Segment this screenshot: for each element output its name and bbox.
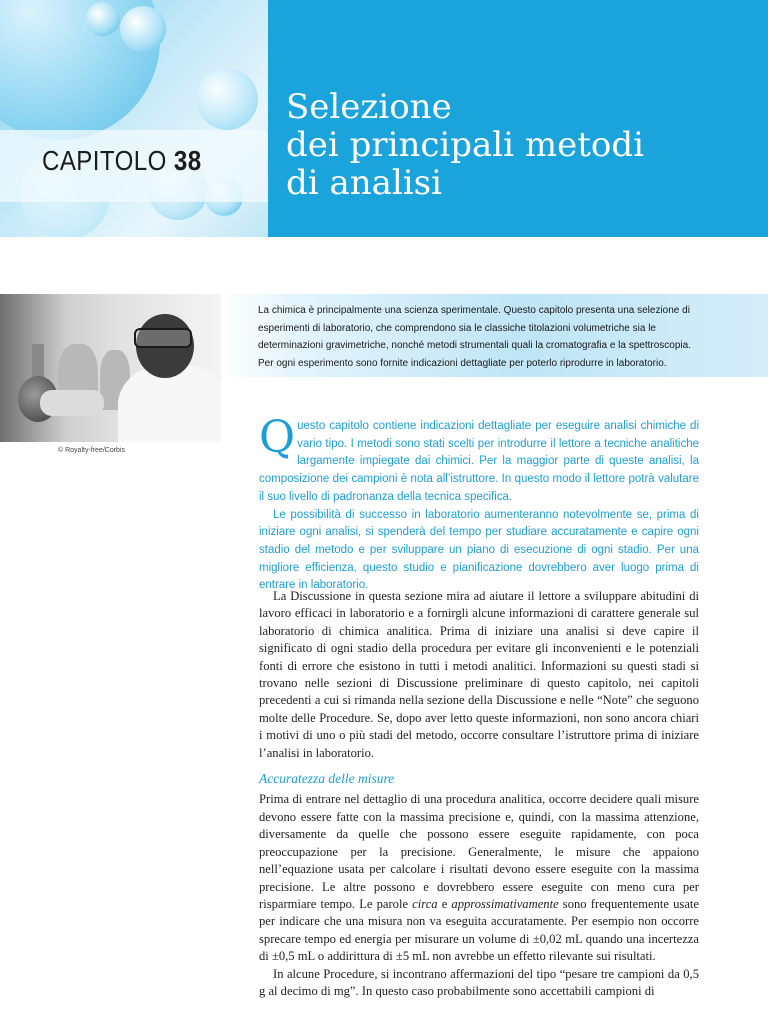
scientist-photo — [0, 294, 221, 442]
flask-neck-shape — [32, 344, 44, 380]
bubble-graphic — [86, 2, 120, 36]
section-heading: Accuratezza delle misure — [259, 771, 395, 787]
body-text-run: Prima di entrare nel dettaglio di una procedura analitica, occorre decidere quali misure devono essere fatte con la massima precisione e, quindi, con la massima attenzione, diversamente da quelle che possono essere eseguite rapidamente, con poca preoccupazione per la precisione. Generalmente, le misure che appaiono nell’equazione usata per calcolare i risultati devono essere eseguite con la massima precisione. Le altre possono e dovrebbero essere eseguite con meno cura per risparmiare tempo. Le parole — [259, 792, 699, 911]
body-paragraph: La Discussione in questa sezione mira ad aiutare il lettore a sviluppare abitudini di lavoro efficaci in laboratorio e a fornirgli alcune informazioni di carattere generale sul laboratorio di chimica analitica. Prima di iniziare una analisi si deve capire il significato di ogni stadio della procedura per evitare gli inconvenienti e le potenziali fonti di errore che esistono in tutti i metodi analitici. Informazioni su questi stadi si trovano nelle sezioni di Discussione preliminare di questo capitolo, nei capitoli precedenti a cui si rimanda nella sezione della Discussione e nelle “Note” che seguono molte delle Procedure. Se, dopo aver letto queste informazioni, non sono ancora chiari i motivi di uno o più stadi del metodo, occorre consultare l’istruttore prima di iniziare l’analisi in laboratorio. — [259, 589, 699, 760]
chapter-number: 38 — [173, 145, 202, 176]
lead-paragraph — [259, 412, 699, 507]
header-photo-banner — [0, 0, 268, 237]
bubble-graphic — [196, 68, 258, 130]
glove-shape — [40, 390, 104, 416]
body-text — [259, 588, 699, 1000]
intro-text: La chimica è principalmente una scienza sperimentale. Questo capitolo presenta una selezione di esperimenti di laboratorio, che comprendono sia le classiche titolazioni volumetriche sia le determinazioni gravimetriche, nonché metodi strumentali quali la cromatografia e la spettroscopia. Per ogni esperimento sono fornite indicazioni dettagliate per poterlo riprodurre in laboratorio. — [258, 305, 691, 369]
body-paragraph: In alcune Procedure, si incontrano affermazioni del tipo “pesare tre campioni da 0,5 g al decimo di mg”. In questo caso probabilmente sono accettabili campioni di — [259, 966, 699, 998]
chapter-word: CAPITOLO — [42, 145, 167, 176]
body-text-run: sono frequentemente usate per indicare che una misura non va eseguita accuratamente. Per esempio non occorre sprecare tempo ed energia per misurare un volume di ±0,02 mL quando una incertezza di ±0,5 mL o addirittura di ±5 mL non avrebbe un effetto rilevante sui risultati. — [259, 896, 700, 964]
chapter-title-line: di analisi — [286, 163, 442, 203]
lead-paragraph-text: uesto capitolo contiene indicazioni dettagliate per eseguire analisi chimiche di vario tipo. I metodi sono stati scelti per introdurre il lettore a tecniche analitiche largamente impiegate dai chimici. Per la maggior parte di queste analisi, la composizione dei campioni è nota all’istruttore. In questo modo il lettore potrà valutare il suo livello di padronanza della tecnica specifica. — [259, 420, 699, 503]
photo-credit: © Royalty-free/Corbis — [58, 447, 126, 454]
chapter-title-line: Selezione — [286, 87, 452, 127]
body-paragraph — [259, 791, 699, 965]
goggles-shape — [134, 328, 192, 348]
chapter-title — [286, 88, 644, 202]
lead-paragraphs — [259, 412, 699, 595]
lead-paragraph: Le possibilità di successo in laboratorio aumenteranno notevolmente se, prima di iniziare ogni analisi, si spenderà del tempo per studiare accuratamente e capire ogni stadio del metodo e per sviluppare un piano di esecuzione di ogni stadio. Per una migliore efficienza, questo studio e pianificazione dovrebbero aver luogo prima di entrare in laboratorio. — [259, 508, 699, 592]
chapter-title-line: dei principali metodi — [286, 125, 644, 165]
body-text-run: e — [437, 896, 452, 911]
drop-cap: Q — [259, 412, 296, 463]
bubble-graphic — [120, 6, 166, 52]
emphasis-term: circa — [412, 896, 438, 911]
chapter-label — [42, 145, 202, 177]
emphasis-term: approssimativamente — [451, 896, 559, 911]
